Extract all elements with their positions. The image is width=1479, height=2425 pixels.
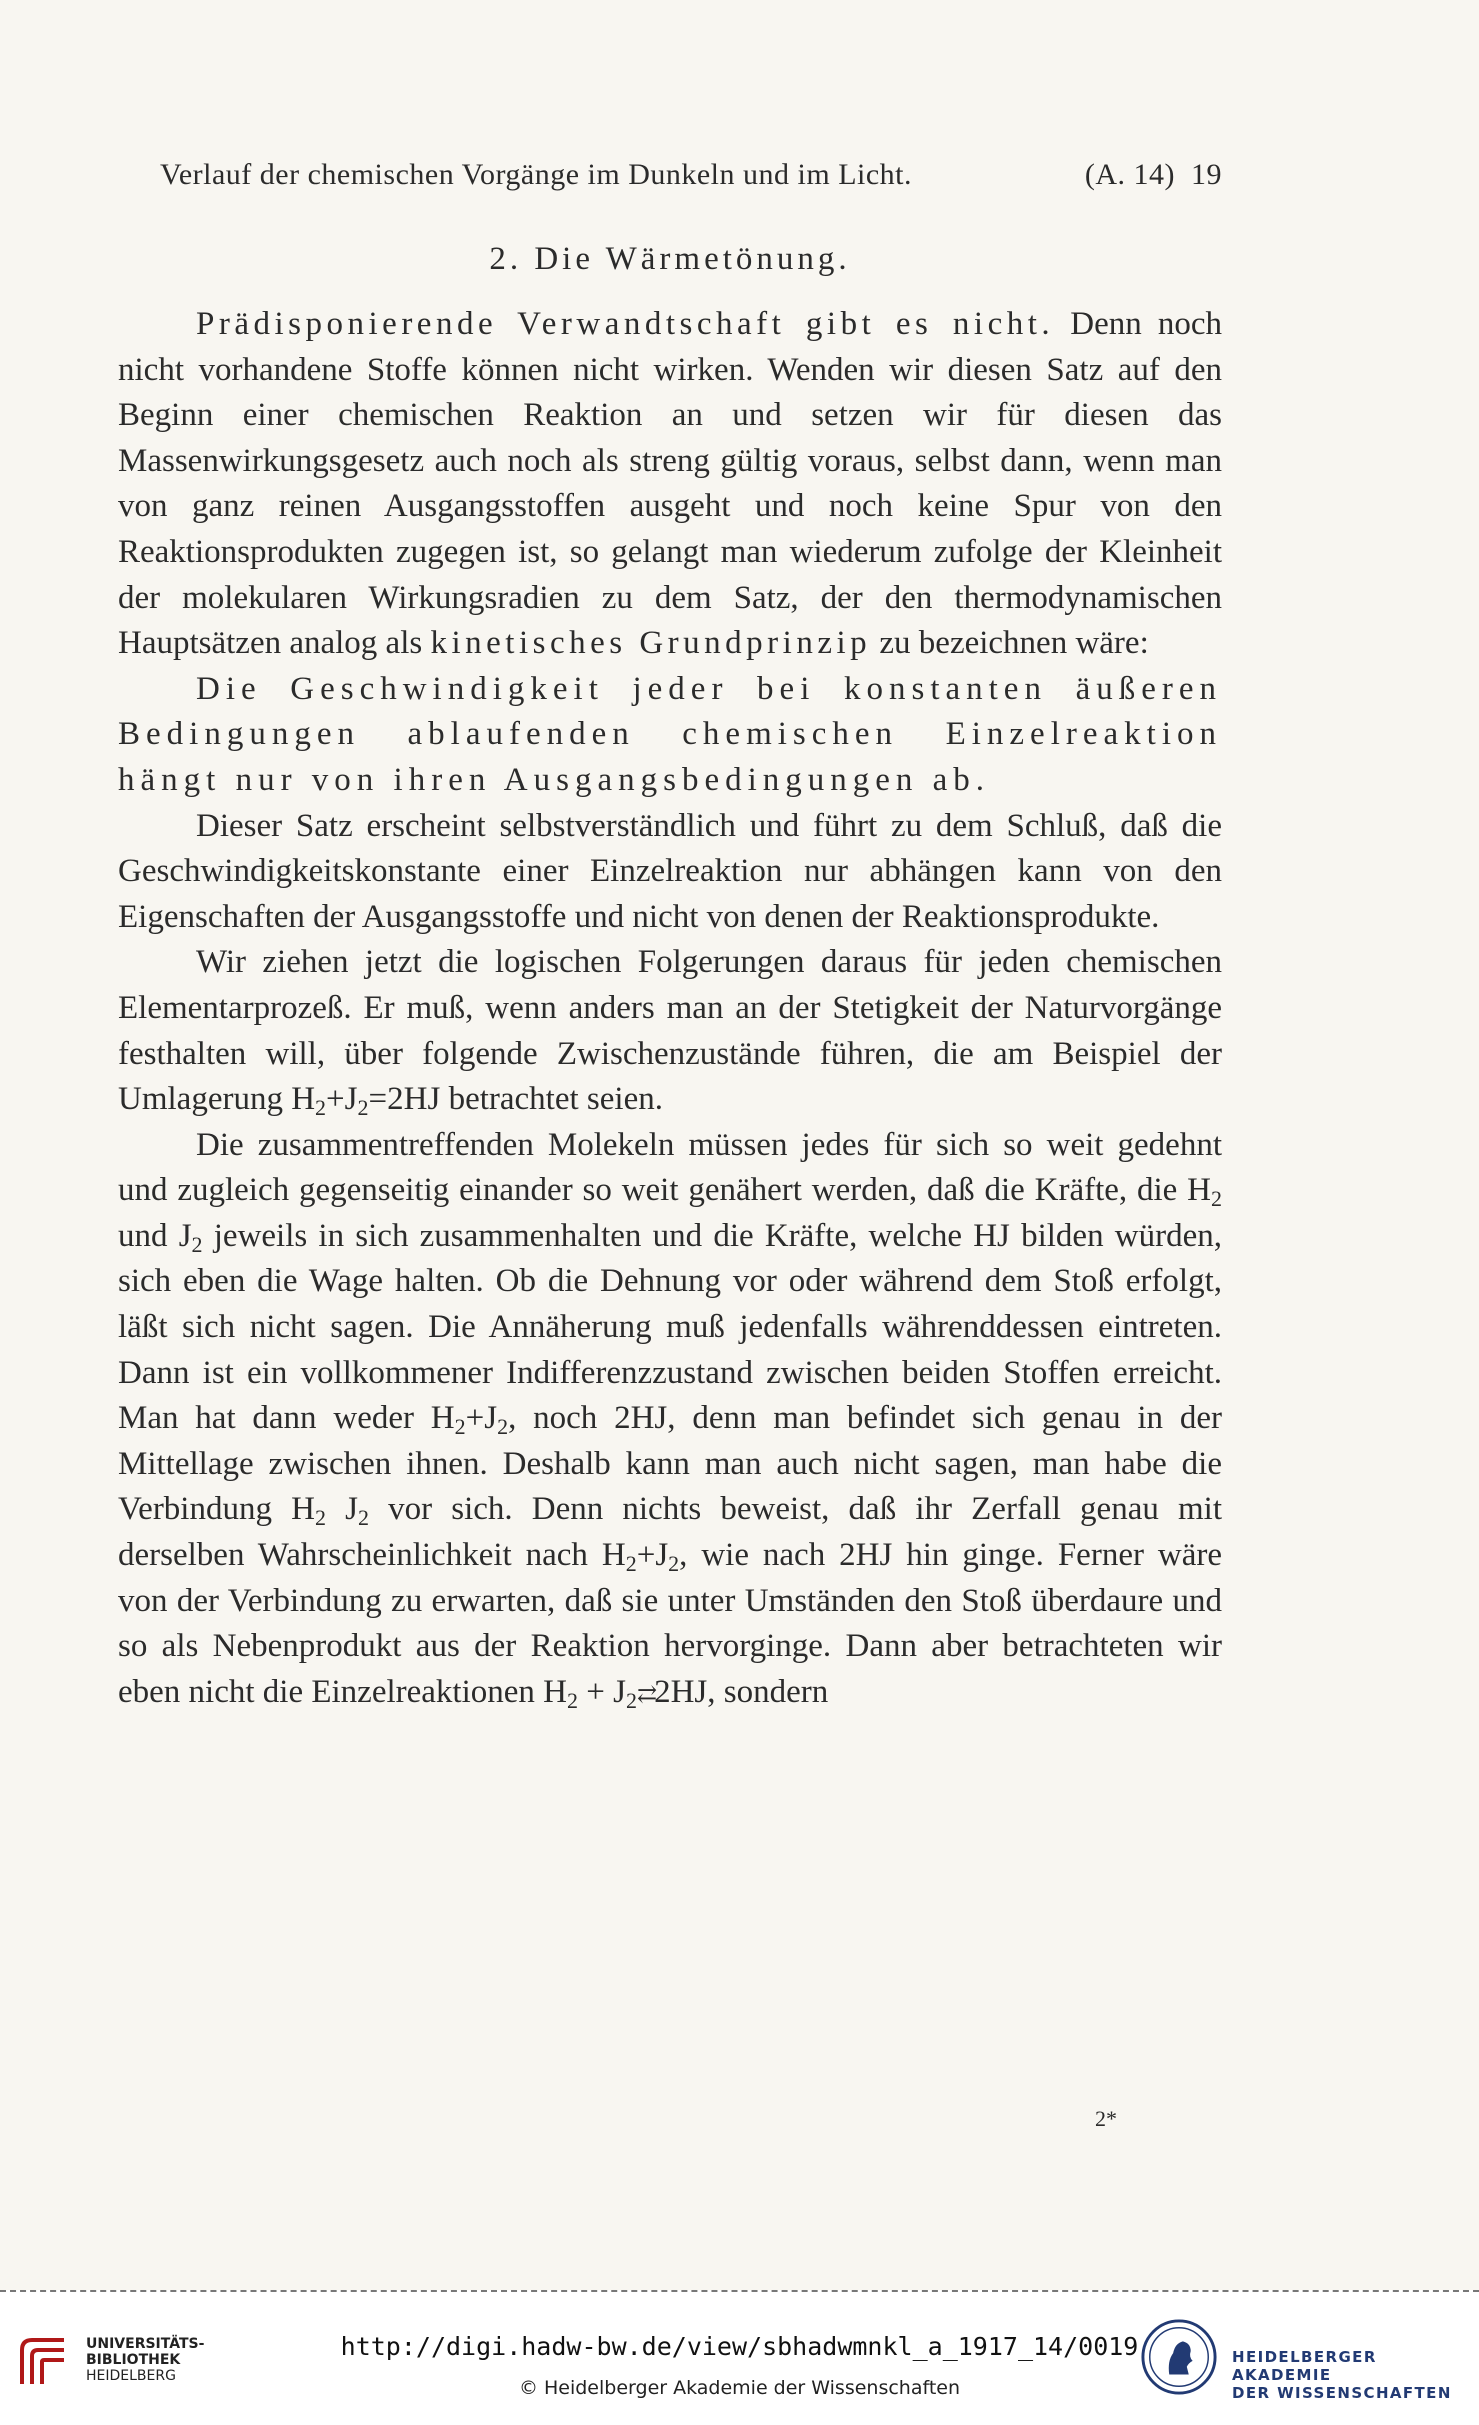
article-ref: (A. 14) bbox=[1084, 158, 1175, 191]
text-run: jeweils in sich zusammenhalten und die Kräfte, welche HJ bilden würden, sich eben die Wage halten. Ob die Dehnung vor oder während dem Stoß erfolgt, läßt sich nicht sagen. Die Annäherung muß jedenfalls währenddessen eintreten. Dann ist ein vollkommener Indifferenzzustand zwischen beiden Stoffen erreicht. Man hat dann weder bbox=[118, 1217, 1222, 1437]
text-run: Denn noch nicht vorhandene Stoffe können nicht wirken. Wenden wir diesen Satz auf den Beginn einer chemischen Reaktion an und setzen wir für diesen das Massenwirkungsgesetz auch noch als streng gültig voraus, selbst dann, wenn man von ganz reinen Ausgangsstoffen ausgeht und noch keine Spur von den Reaktionsprodukten zugegen ist, so gelangt man wiederum zufolge der Kleinheit der molekularen Wirkungsradien zu dem Satz, der den thermodynamischen Hauptsätzen analog als bbox=[118, 306, 1222, 662]
formula-reaction: $H_2+J_2=2HJ$ bbox=[291, 1081, 441, 1121]
spaced-emphasis: Prädisponierende Verwandtschaft gibt es nicht. bbox=[196, 306, 1055, 342]
copyright-notice: © Heidelberger Akademie der Wissenschaften bbox=[518, 2377, 961, 2399]
text-run: betrachtet seien. bbox=[440, 1081, 663, 1118]
paragraph-3 bbox=[118, 940, 1222, 1122]
body-text bbox=[118, 302, 1222, 1718]
formula-h2: $H_2$ bbox=[1187, 1172, 1222, 1212]
text-run: zu bezeichnen wäre: bbox=[871, 625, 1149, 662]
academy-wordmark: HEIDELBERGER AKADEMIE DER WISSENSCHAFTEN bbox=[1232, 2348, 1452, 2402]
section-title: 2. Die Wärmetönung. bbox=[489, 241, 851, 277]
formula-j2: $J_2$ bbox=[178, 1217, 203, 1257]
paragraph-1 bbox=[118, 302, 1222, 667]
text-run: vor sich. Denn nichts beweist, daß ihr Zerfall genau mit derselben Wahrscheinlichkeit nach bbox=[118, 1491, 1222, 1574]
paragraph-2: Dieser Satz erscheint selbstverständlich und führt zu dem Schluß, daß die Geschwindigkeitskonstante einer Einzelreaktion nur abhängen kann von den Eigenschaften der Ausgangsstoffe und nicht von denen der Reaktionsprodukte. bbox=[118, 807, 1222, 935]
equilibrium-arrows-icon: ⇄ bbox=[636, 1681, 655, 1708]
signature-mark: 2* bbox=[1095, 2106, 1117, 2131]
formula-h2-plus-j2: $H_2+J_2$ bbox=[430, 1400, 509, 1440]
footer-bar bbox=[0, 2290, 1479, 2425]
text-run: und bbox=[118, 1217, 179, 1254]
formula-equilibrium: $H_2$ + $J_2⇄$ bbox=[543, 1673, 655, 1713]
source-url-link[interactable]: http://digi.hadw-bw.de/view/sbhadwmnkl_a_1917_14/0019 bbox=[340, 2332, 1139, 2361]
running-head bbox=[160, 158, 1222, 192]
text-run: Die zusammentreffenden Molekeln müssen jedes für sich so weit gedehnt und zugleich gegenseitig einander so weit genähert werden, daß die Kräfte, die bbox=[118, 1126, 1222, 1209]
text-run: , noch 2HJ, denn man befindet sich genau in der Mittellage zwischen ihnen. Deshalb kann man auch nicht sagen, man habe die Verbindung bbox=[118, 1400, 1222, 1528]
text-run: 2HJ, sondern bbox=[654, 1673, 829, 1710]
text-run: , wie nach 2HJ hin ginge. Ferner wäre von der Verbindung zu erwarten, daß sie unter Umständen den Stoß überdaure und so als Nebenprodukt aus der Reaktion hervorginge. Dann aber betrachteten wir eben nicht die Einzelreaktionen bbox=[118, 1537, 1222, 1710]
formula-h2j2: $H_2$ $J_2$ bbox=[291, 1491, 369, 1531]
page-number: 19 bbox=[1191, 158, 1222, 191]
page-ref bbox=[1085, 158, 1222, 192]
law-statement: Die Geschwindigkeit jeder bei konstanten äußeren Bedingungen ablaufenden chemischen Einzelreaktion hängt nur von ihren Ausgangsbedingungen ab. bbox=[118, 670, 1222, 798]
running-title: Verlauf der chemischen Vorgänge im Dunkeln und im Licht. bbox=[160, 158, 912, 191]
ub-wordmark: UNIVERSITÄTS- BIBLIOTHEK HEIDELBERG bbox=[86, 2336, 205, 2384]
academy-seal-icon bbox=[1140, 2318, 1218, 2396]
text-run: Wir ziehen jetzt die logischen Folgerungen daraus für jeden chemischen Elementarprozeß. Er muß, wenn anders man an der Stetigkeit der Naturvorgänge festhalten will, über folgende Zwischenzustände führen, die am Beispiel der Umlagerung bbox=[118, 944, 1222, 1118]
spaced-emphasis: kinetisches Grundprinzip bbox=[430, 625, 872, 662]
paragraph-4 bbox=[118, 1123, 1222, 1719]
formula-h2-plus-j2: $H_2+J_2$ bbox=[601, 1537, 680, 1577]
